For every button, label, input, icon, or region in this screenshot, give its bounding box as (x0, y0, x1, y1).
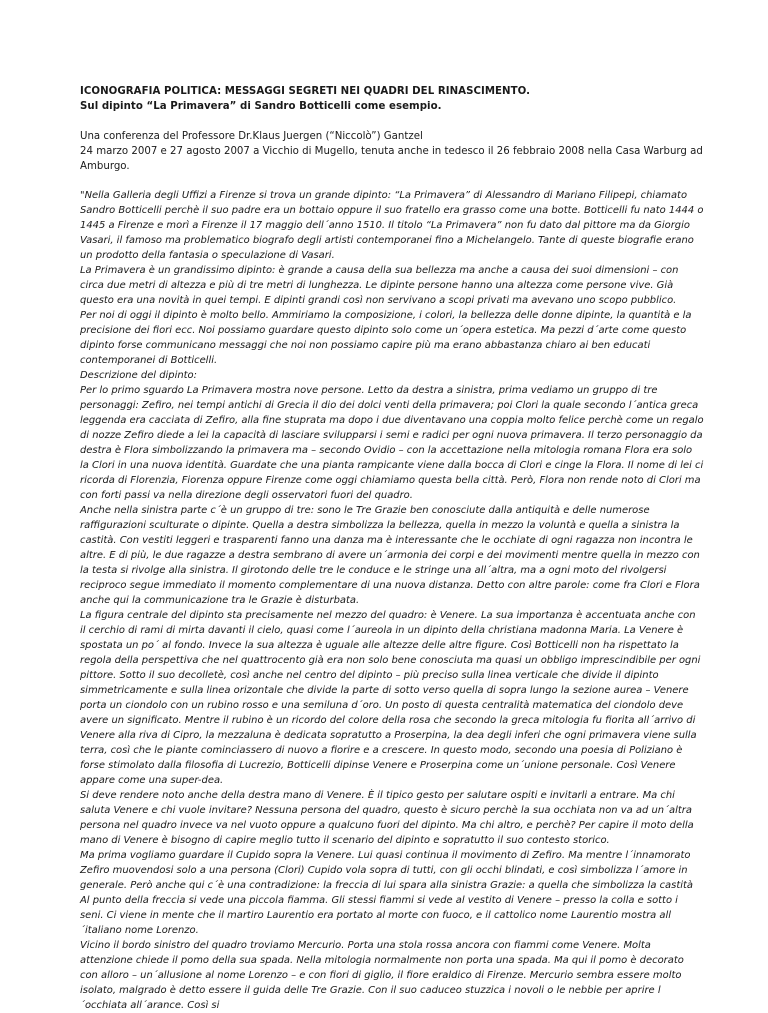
lecture-dates-line: 24 marzo 2007 e 27 agosto 2007 a Vicchio di Mugello, tenuta anche in tedesco il 26 febbraio 2008 nella Casa Warburg ad Amburgo. (80, 146, 703, 172)
paragraph: Ma prima vogliamo guardare il Cupido sopra la Venere. Lui quasi continua il movimento di Zefiro. Ma mentre l´innamorato Zefiro muovendosi solo a una persona (Clori) Cupido vola sopra di tutti, con gli occhi blindati, e così simbolizza l´amore in generale. Però anche qui c´è una contradizione: la freccia di lui spara alla sinistra Grazie: a quella che simbolizza la castità (80, 850, 693, 891)
paragraph: Vicino il bordo sinistro del quadro troviamo Mercurio. Porta una stola rossa ancora con fiammi come Venere. Molta attenzione chiede il pomo della sua spada. Nella mitologia normalmente non porta una spada. Ma qui il pomo è decorato con alloro – un´allusione al nome Lorenzo – e con fiori di giglio, il fiore eraldico di Firenze. Mercurio sembra essere molto isolato, malgrado è detto essere il guida delle Tre Grazie. Con il suo caduceo stuzzica i novoli o le nebbie per aprire l´occhiata all´arance. Così si (80, 940, 684, 1011)
title-line-2: Sul dipinto “La Primavera” di Sandro Botticelli come esempio. (80, 101, 442, 112)
lecture-author-line: Una conferenza del Professore Dr.Klaus Juergen (“Niccolò”) Gantzel (80, 131, 423, 142)
document-title (80, 84, 704, 114)
title-line-1: ICONOGRAFIA POLITICA: MESSAGGI SEGRETI NEI QUADRI DEL RINASCIMENTO. (80, 86, 531, 97)
paragraph: La figura centrale del dipinto sta precisamente nel mezzo del quadro: è Venere. La sua importanza è accentuata anche con il cerchio di rami di mirta davanti il cielo, quasi come l´aureola in un dipinto della christiana madonna Maria. La Venere è spostata un po´ al fondo. Invece la sua altezza è uguale alle altezze delle altre figure. Così Botticelli non ha rispettato la regola della perspettiva che nel quattrocento già era non solo bene conosciuta ma quasi un obbligo imprescindibile per ogni pittore. Sotto il suo decolletè, così anche nel centro del dipinto – più preciso sulla linea verticale che divide il dipinto simmetricamente e sulla linea orizontale che divide la parte di sotto verso quella di sopra lungo la sezione aurea – Venere porta un ciondolo con un rubino rosso e una semiluna d´oro. Un posto di questa centralità matematica del ciondolo deve avere un significato. Mentre il rubino è un ricordo del colore della rosa che secondo la greca mitologia fu fiorita all´arrivo di Venere alla riva di Cipro, la mezzaluna è dedicata sopratutto a Proserpina, la dea degli inferi che ogni primavera viene sulla terra, così che le piante cominciassero di nuovo a fiorire e a crescere. In questo modo, secondo una poesia di Poliziano è forse stimolato dalla filosofia di Lucrezio, Botticelli dipinse Venere e Proserpina come un´unione personale. Così Venere appare come una super-dea. (80, 610, 701, 786)
document-body (80, 188, 704, 1013)
document-meta (80, 129, 704, 174)
paragraph: Al punto della freccia si vede una piccola fiamma. Gli stessi fiammi si vede al vestito di Venere – presso la colla e sotto i seni. Ci viene in mente che il martiro Laurentio era portato al morte con fuoco, e il cattolico nome Laurentio mostra all´italiano nome Lorenzo. (80, 895, 678, 936)
paragraph: La Primavera è un grandissimo dipinto: è grande a causa della sua bellezza ma anche a causa dei suoi dimensioni – con circa due metri di altezza e più di tre metri di lunghezza. Le dipinte persone hanno una altezza come persone vive. Già questo era una novità in quei tempi. E dipinti grandi così non servivano a scopi privati ma avevano uno scopo pubblico. (80, 265, 679, 306)
document-page (80, 84, 704, 1013)
paragraph: Si deve rendere noto anche della destra mano di Venere. È il tipico gesto per salutare ospiti e invitarli a entrare. Ma chi saluta Venere e chi vuole invitare? Nessuna persona del quadro, questo è sicuro perchè la sua occhiata non va ad un´altra persona nel quadro invece va nel vuoto oppure a qualcuno fuori del dipinto. Ma chi altro, e perchè? Per capire il moto della mano di Venere è bisogno di capire meglio tutto il scenario del dipinto e sopratutto il suo contesto storico. (80, 790, 694, 846)
paragraph: "Nella Galleria degli Uffizi a Firenze si trova un grande dipinto: “La Primavera” di Alessandro di Mariano Filipepi, chiamato Sandro Botticelli perchè il suo padre era un bottaio oppure il suo fratello era grasso come una botte. Botticelli fu nato 1444 o 1445 a Firenze e morì a Firenze il 17 maggio dell´anno 1510. Il titolo “La Primavera” non fu dato dal pittore ma da Giorgio Vasari, il famoso ma problematico biografo degli artisti contemporanei fino a Michelangelo. Tante di queste biografie erano un prodotto della fantasia o speculazione di Vasari. (80, 190, 704, 261)
paragraph: Per lo primo sguardo La Primavera mostra nove persone. Letto da destra a sinistra, prima vediamo un gruppo di tre personaggi: Zefiro, nei tempi antichi di Grecia il dio dei dolci venti della primavera; poi Clori la quale secondo l´antica greca leggenda era cacciata di Zefiro, alla fine stuprata ma dopo i due diventavano una coppia molto felice perchè come un regalo di nozze Zefiro diede a lei la capacità di lasciare svilupparsi i semi e radici per ogni nuova primavera. Il terzo personaggio da destra è Flora simbolizzando la primavera ma – secondo Ovidio – con la accettazione nella mitologia romana Flora era solo la Clori in una nuova identità. Guardate che una pianta rampicante viene dalla bocca di Clori e cinge la Flora. Il nome di lei ci ricorda di Florenzia, Fiorenza oppure Firenze come oggi chiamiamo questa bella città. Però, Flora non rende noto di Clori ma con forti passi va nella direzione degli osservatori fuori del quadro. (80, 385, 704, 501)
section-heading: Descrizione del dipinto: (80, 370, 197, 381)
paragraph: Anche nella sinistra parte c´è un gruppo di tre: sono le Tre Grazie ben conosciute dalla antiquità e delle numerose raffigurazioni sculturate o dipinte. Quella a destra simbolizza la bellezza, quella in mezzo la voluntà e quella a sinistra la castità. Con vestiti leggeri e trasparenti fanno una danza ma è interessante che le occhiate di ogni ragazza non incontra le altre. E di più, le due ragazze a destra sembrano di avere un´armonia dei corpi e dei movimenti mentre quella in mezzo con la testa si rivolge alla sinistra. Il girotondo delle tre le conduce e le stringe una all´altra, ma a ogni moto del rivolgersi reciproco segue immediato il momento complementare di una nuova distanza. Detto con altre parole: come fra Clori e Flora anche qui la communicazione tra le Grazie è disturbata. (80, 505, 700, 606)
paragraph: Per noi di oggi il dipinto è molto bello. Ammiriamo la composizione, i colori, la bellezza delle donne dipinte, la quantità e la precisione dei fiori ecc. Noi possiamo guardare questo dipinto solo come un´opera estetica. Ma pezzi d´arte come questo dipinto forse communicano messaggi che noi non possiamo capire più ma erano abbastanza chiaro ai ben educati contemporanei di Botticelli. (80, 310, 692, 366)
